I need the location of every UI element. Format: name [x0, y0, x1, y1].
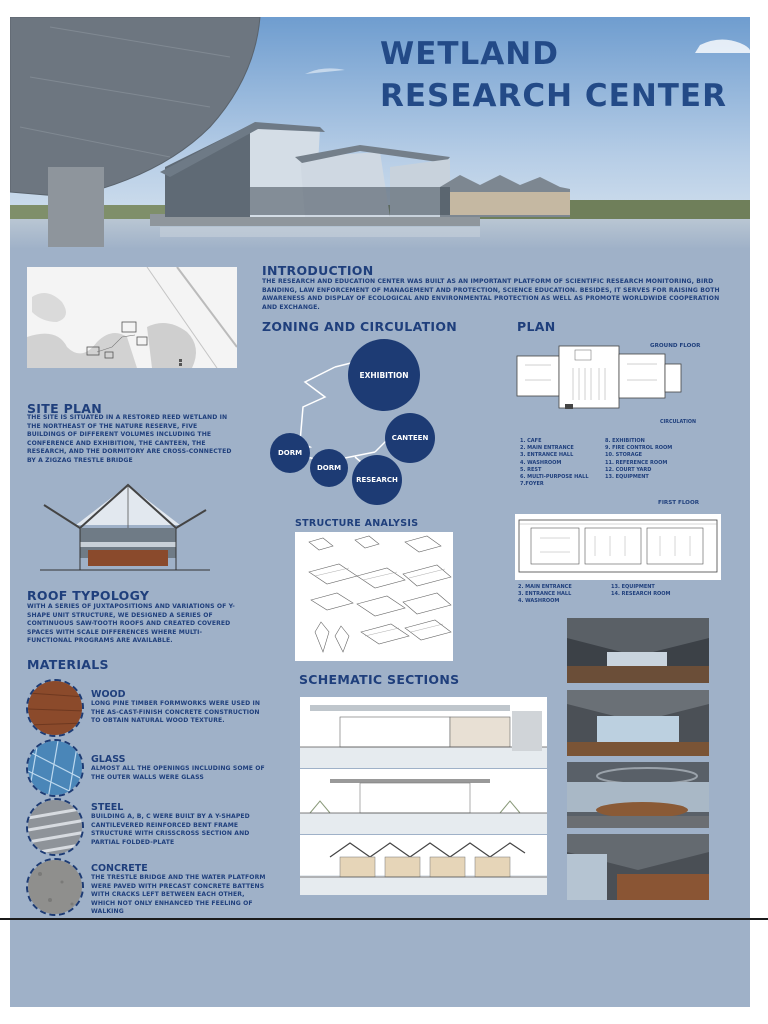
ground-legend-left	[520, 438, 589, 488]
roof-typology-text: WITH A SERIES OF JUXTAPOSITIONS AND VARIATIONS OF Y-SHAPE UNIT STRUCTURE, WE DESIGNED A SERIES OF CONTINUOUS SAW-TOOTH ROOFS AND CREATED COVERED SPACES WITH SCALE DIFFERENCES WHERE MULTI-FUNCTIONAL PROGRAMS ARE AVAILABLE.	[27, 603, 235, 645]
structure-analysis-diagram	[295, 532, 453, 661]
legend-item: 11. REFERENCE ROOM	[605, 459, 668, 466]
section-drawing-3	[300, 835, 547, 895]
legend-item: 2. MAIN ENTRANCE	[518, 584, 572, 590]
introduction-text: THE RESEARCH AND EDUCATION CENTER WAS BUILT AS AN IMPORTANT PLATFORM OF SCIENTIFIC RESEARCH MONITORING, BIRD BANDING, LAW ENFORCEMENT OF MANAGEMENT AND PROTECTION, SCIENCE EDUCATION. BESIDES, IT SERVES FOR RAISING BOTH AWARENESS AND DISPLAY OF ECOLOGICAL AND ENVIRONMENTAL PROTECTION AS WELL AS PROMOTE WORLDWIDE COOPERATION AND EXCHANGE.	[262, 278, 720, 311]
glass-title: GLASS	[91, 754, 126, 765]
interior-photo-2	[567, 690, 709, 756]
page-divider	[0, 918, 768, 920]
roof-typology-heading: ROOF TYPOLOGY	[27, 588, 150, 603]
steel-text: BUILDING A, B, C WERE BUILT BY A Y-SHAPED CANTILEVERED REINFORCED BENT FRAME STRUCTURE WITH CRISSCROSS SECTION AND PARTIAL FOLDED-PLATE	[91, 813, 250, 846]
structure-analysis-heading: STRUCTURE ANALYSIS	[295, 518, 419, 529]
wood-swatch	[26, 679, 84, 737]
legend-item: 13. EQUIPMENT	[605, 474, 649, 481]
first-legend-right	[611, 584, 671, 598]
glass-text: ALMOST ALL THE OPENINGS INCLUDING SOME OF THE OUTER WALLS WERE GLASS	[91, 765, 265, 781]
plan-heading: PLAN	[517, 319, 556, 334]
site-plan-heading: SITE PLAN	[27, 401, 103, 416]
wood-title: WOOD	[91, 689, 126, 700]
materials-heading: MATERIALS	[27, 657, 109, 672]
node-exhibition: EXHIBITION	[348, 339, 420, 411]
site-plan-map	[27, 267, 237, 368]
wood-text: LONG PINE TIMBER FORMWORKS WERE USED IN THE AS-CAST-FINISH CONCRETE CONSTRUCTION TO OBTAIN NATURAL WOOD TEXTURE.	[91, 700, 261, 725]
first-legend-left	[518, 584, 572, 606]
node-dorm-1: DORM	[270, 433, 310, 473]
node-research: RESEARCH	[352, 455, 402, 505]
first-floor-label: FIRST FLOOR	[658, 500, 700, 506]
title-line-2: RESEARCH CENTER	[380, 78, 727, 114]
ground-legend-right	[605, 438, 672, 481]
ground-floor-label: GROUND FLOOR	[650, 343, 701, 349]
concrete-title: CONCRETE	[91, 863, 148, 874]
introduction-heading: INTRODUCTION	[262, 263, 374, 278]
glass-swatch	[26, 739, 84, 797]
section-drawing-1	[300, 697, 547, 768]
legend-item: 8. EXHIBITION	[605, 438, 645, 444]
section-drawing-2	[300, 769, 547, 834]
legend-item: 7.FOYER	[520, 481, 544, 488]
legend-item: 4. WASHROOM	[520, 459, 562, 466]
node-dorm-2: DORM	[310, 449, 348, 487]
legend-item: 4. WASHROOM	[518, 598, 560, 605]
interior-photo-3	[567, 762, 709, 828]
legend-item: 9. FIRE CONTROL ROOM	[605, 445, 673, 452]
legend-item: 13. EQUIPMENT	[611, 584, 655, 590]
interior-photo-1	[567, 618, 709, 683]
site-plan-text: THE SITE IS SITUATED IN A RESTORED REED WETLAND IN THE NORTHEAST OF THE NATURE RESERVE, FIVE BUILDINGS OF DIFFERENT VOLUMES INCLUDING THE CONFERENCE AND EXHIBITION, THE CANTEEN, THE RESEARCH, AND THE DORMITORY ARE CROSS-CONNECTED BY A ZIGZAG TRESTLE BRIDGE	[27, 414, 232, 464]
schematic-sections-heading: SCHEMATIC SECTIONS	[299, 672, 460, 687]
first-floor-plan	[515, 514, 721, 580]
legend-item: 3. ENTRANCE HALL	[520, 452, 574, 459]
legend-item: 3. ENTRANCE HALL	[518, 591, 572, 598]
steel-swatch	[26, 798, 84, 856]
concrete-text: THE TRESTLE BRIDGE AND THE WATER PLATFORM WERE PAVED WITH PRECAST CONCRETE BATTENS WITH CRACKS LEFT BETWEEN EACH OTHER, WHICH NOT ONLY ENHANCED THE FEELING OF WALKING	[91, 874, 266, 916]
legend-item: 12. COURT YARD	[605, 466, 652, 473]
poster	[10, 17, 750, 1007]
hero-photo	[10, 17, 750, 249]
node-canteen: CANTEEN	[385, 413, 435, 463]
steel-title: STEEL	[91, 802, 124, 813]
roof-section-drawing	[40, 480, 210, 583]
circulation-label: CIRCULATION	[660, 420, 696, 425]
legend-item: 5. REST	[520, 466, 542, 473]
interior-photo-4	[567, 834, 709, 900]
ground-floor-plan	[515, 340, 685, 410]
legend-item: 14. RESEARCH ROOM	[611, 591, 671, 598]
legend-item: 2. MAIN ENTRANCE	[520, 445, 574, 452]
title-line-1: WETLAND	[380, 36, 559, 72]
zoning-heading: ZONING AND CIRCULATION	[262, 319, 458, 334]
concrete-swatch	[26, 858, 84, 916]
legend-item: 1. CAFE	[520, 438, 542, 444]
legend-item: 10. STORAGE	[605, 452, 643, 459]
legend-item: 6. MULTI-PURPOSE HALL	[520, 474, 589, 481]
